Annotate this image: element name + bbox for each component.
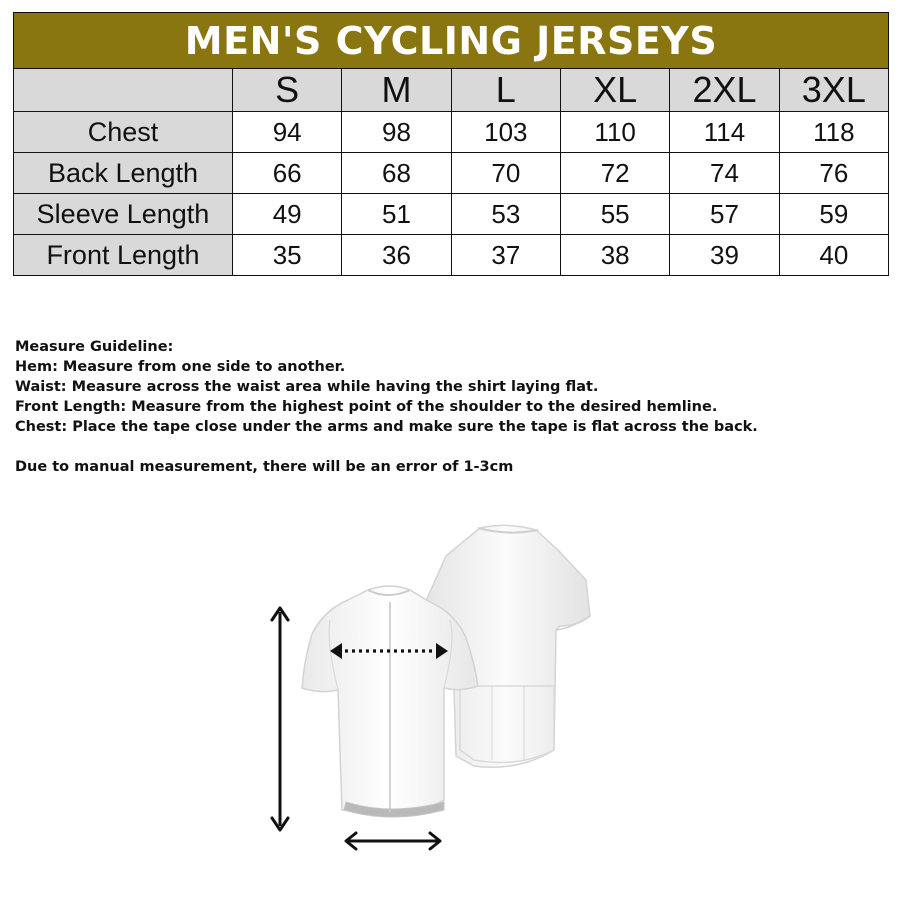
table-cell: 38	[560, 235, 669, 276]
spacer	[15, 437, 758, 457]
table-cell: 57	[670, 194, 779, 235]
table-cell: 49	[233, 194, 342, 235]
corner-cell	[14, 69, 233, 112]
jersey-front-icon	[302, 586, 478, 817]
jersey-illustration	[260, 520, 600, 860]
table-cell: 72	[560, 153, 669, 194]
table-cell: 55	[560, 194, 669, 235]
chart-title: MEN'S CYCLING JERSEYS	[14, 13, 889, 69]
size-header-m: M	[342, 69, 451, 112]
table-cell: 118	[779, 112, 888, 153]
table-cell: 103	[451, 112, 560, 153]
guideline-line-hem: Hem: Measure from one side to another.	[15, 359, 346, 375]
size-header-l: L	[451, 69, 560, 112]
table-cell: 37	[451, 235, 560, 276]
guideline-line-front-length: Front Length: Measure from the highest point of the shoulder to the desired hemline.	[15, 399, 718, 415]
size-header-row	[14, 69, 889, 112]
table-cell: 114	[670, 112, 779, 153]
table-cell: 70	[451, 153, 560, 194]
size-header-xl: XL	[560, 69, 669, 112]
table-cell: 94	[233, 112, 342, 153]
table-cell: 66	[233, 153, 342, 194]
table-cell: 68	[342, 153, 451, 194]
row-label-back-length: Back Length	[14, 153, 233, 194]
size-header-2xl: 2XL	[670, 69, 779, 112]
table-cell: 110	[560, 112, 669, 153]
table-cell: 35	[233, 235, 342, 276]
length-measure-arrow-icon	[272, 608, 288, 830]
measure-guideline	[15, 337, 758, 477]
guideline-line-waist: Waist: Measure across the waist area while having the shirt laying flat.	[15, 379, 599, 395]
table-row	[14, 112, 889, 153]
table-row	[14, 153, 889, 194]
row-label-front-length: Front Length	[14, 235, 233, 276]
table-row	[14, 235, 889, 276]
row-label-chest: Chest	[14, 112, 233, 153]
table-cell: 59	[779, 194, 888, 235]
row-label-sleeve-length: Sleeve Length	[14, 194, 233, 235]
measurement-error-note: Due to manual measurement, there will be an error of 1-3cm	[15, 459, 514, 475]
table-row	[14, 194, 889, 235]
table-cell: 98	[342, 112, 451, 153]
table-cell: 53	[451, 194, 560, 235]
title-row	[14, 13, 889, 69]
size-chart-table	[13, 12, 889, 276]
size-header-s: S	[233, 69, 342, 112]
guideline-heading: Measure Guideline:	[15, 339, 174, 355]
table-cell: 76	[779, 153, 888, 194]
hem-measure-arrow-icon	[346, 833, 440, 849]
size-header-3xl: 3XL	[779, 69, 888, 112]
table-cell: 74	[670, 153, 779, 194]
table-cell: 40	[779, 235, 888, 276]
table-cell: 51	[342, 194, 451, 235]
guideline-line-chest: Chest: Place the tape close under the arms and make sure the tape is flat across the back.	[15, 419, 758, 435]
table-cell: 39	[670, 235, 779, 276]
table-cell: 36	[342, 235, 451, 276]
